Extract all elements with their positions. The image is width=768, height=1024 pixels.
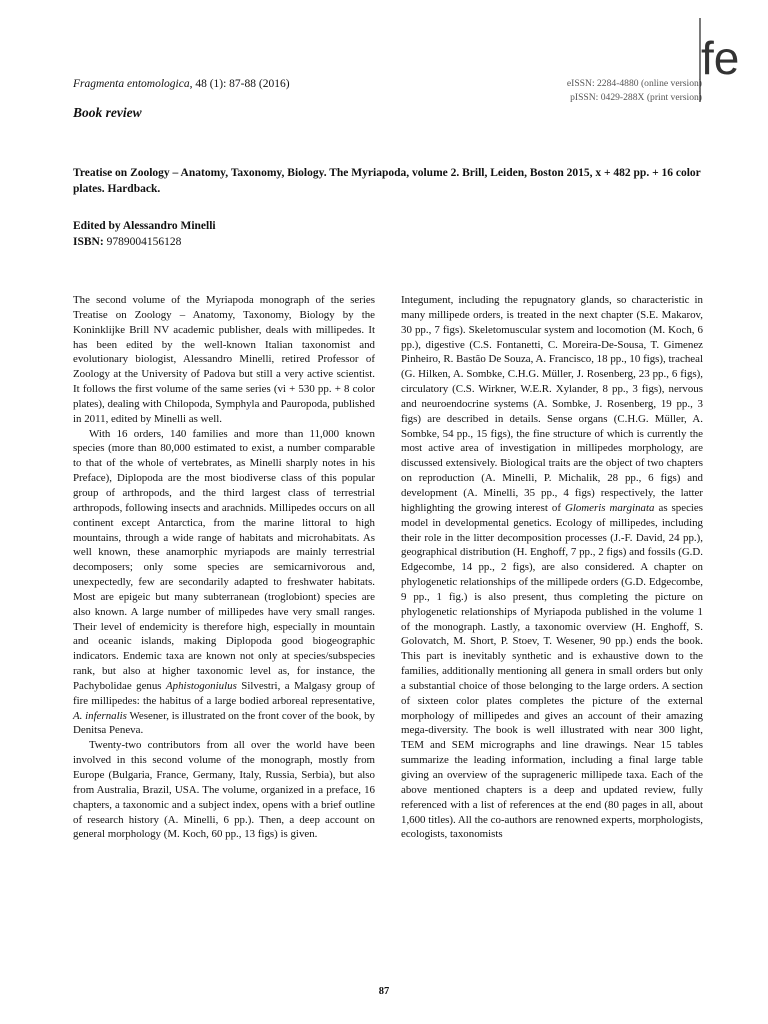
isbn-label: ISBN: (73, 236, 104, 248)
genus-name: Aphistogoniulus (166, 679, 237, 692)
paragraph-chapters (401, 293, 703, 842)
journal-citation (73, 78, 290, 90)
book-title: Treatise on Zoology – Anatomy, Taxonomy, Biology. The Myriapoda, volume 2. Brill, Leiden, Boston 2015, x + 482 pp. + 16 color plates. Hardback. (73, 167, 701, 195)
model-species-name: Glomeris marginata (564, 501, 655, 514)
paragraph-contributors: Twenty-two contributors from all over the world have been involved in this second volume of the monograph, mostly from Europe (Bulgaria, France, Germany, Italy, Russia, Serbia), but also from Australia, Brazil, USA. The volume, organized in a preface, 16 chapters, a taxonomic and a subject index, opens with a brief outline of research history (A. Minelli, 6 pp.). Then, a deep account on general morphology (M. Koch, 60 pp., 13 figs) is given. (73, 739, 375, 841)
paragraph-diversity-text-b: Silvestri, a Malgasy group of fire millipedes: the habitus of a large bodied arboreal representative, (73, 679, 375, 707)
paragraph-diversity (73, 427, 375, 739)
section-title: Book review (73, 105, 142, 120)
fe-journal-logo-icon (698, 18, 748, 102)
book-editor: Edited by Alessandro Minelli (73, 220, 216, 232)
paragraph-intro: The second volume of the Myriapoda monograph of the series Treatise on Zoology – Anatomy, Taxonomy, Biology by the Koninklijke Brill NV academic publisher, deals with millipedes. It has been edited by the well-known Italian taxonomist and evolutionary biologist, Alessandro Minelli, retired Professor of Zoology at the University of Padova but still a very active scientist. It follows the first volume of the same series (vi + 530 pp. + 8 color plates), dealing with Chilopoda, Symphyla and Pauropoda, published in 2011, edited by Minelli as well. (73, 294, 375, 425)
book-isbn (73, 234, 181, 250)
species-name: A. infernalis (73, 709, 127, 722)
eissn: eISSN: 2284-4880 (online version) (566, 78, 702, 89)
issn-block (567, 77, 702, 105)
body-column-left (73, 293, 375, 842)
paragraph-diversity-text-c: Wesener, is illustrated on the front cover of the book, by Denitsa Peneva. (73, 709, 375, 737)
paragraph-chapters-text-a: Integument, including the repugnatory glands, so characteristic in many millipede orders, is treated in the next chapter (S.E. Makarov, 30 pp., 7 figs). Skeletomuscular system and locomotion (M. Koch, 6 pp.), digestive (C.S. Fontanetti, C. Moreira-De-Sousa, T. Gimenez Pinheiro, R. Bastão De Souza, A. Francisco, 18 pp., 10 figs), tracheal (G. Hilken, A. Sombke, C.H.G. Müller, J. Rosenberg, 23 pp., 6 figs), circulatory (C.S. Wirkner, W.E.R. Xylander, 8 pp., 3 figs), nervous and neuroendocrine systems (A. Sombke, J. Rosenberg, 19 pp., 3 figs) are described in details. Sense organs (C.H.G. Müller, A. Sombke, 54 pp., 15 figs), the fine structure of which is currently the most active area of investigation in millipedes morphology, are discussed extensively. Biological traits are the object of two chapters on reproduction (A. Minelli, P. Michalik, 28 pp., 6 figs) and development (A. Minelli, 35 pp., 4 figs) respectively, the latter highlighting the growing interest of (401, 294, 703, 514)
journal-name: Fragmenta entomologica (73, 78, 190, 90)
paragraph-diversity-text-a: With 16 orders, 140 families and more than 11,000 known species (more than 80,000 estimated to exist, a number comparable to that of the whole of vertebrates, as Minelli sharply notes in his Preface), Diplopoda are the most biodiverse class of this popular group of arthropods, and the third largest class of terrestrial arthropods, following insects and arachnids. Millipedes occurs on all continent except Antarctica, from the marine littoral to high mountains, through a wide range of habitats and microhabitats. As well known, these anamorphic myriapods are mainly terrestrial decomposers; only some species are semicarnivorous and, unexpectedly, few are secondarily adapted to freshwater habitats. Most are epigeic but many subterranean (troglobiont) species are also known. A large number of millipedes have very small ranges. Their level of endemicity is therefore high, especially in mountain and oceanic islands, making Diplopoda good biogeographic indicators. Endemic taxa are known not only at species/subspecies rank, but also at higher taxonomic level as, for instance, the Pachybolidae genus (73, 427, 375, 692)
fe-logo-graphic (698, 18, 748, 102)
journal-volume-pages: , 48 (1): 87-88 (2016) (189, 78, 290, 90)
isbn-value: 9789004156128 (103, 236, 182, 248)
paragraph-chapters-text-b: as species model in developmental genetics. Ecology of millipedes, including their role in the litter decomposition processes (J.-F. David, 24 pp.), geographical distribution (H. Enghoff, 7 pp., 2 figs) and fossils (G.D. Edgecombe, 14 pp., 2 figs), are also considered. A chapter on phylogenetic relationships of the millipede orders (G.D. Edgecombe, 9 pp., 1 fig.) is also present, thus completing the picture on phylogenetic relationships of Myriapoda published in the volume 1 of the monograph. Lastly, a taxonomic overview (H. Enghoff, S. Golovatch, M. Short, P. Stoev, T. Wesener, 90 pp.) ends the book. This part is inevitably synthetic and is exhaustive down to the families, additionally mentioning all genera in small orders but only a substantial choice of those belonging to the large orders. A section of sixteen color plates completes the picture of the external morphology of millipedes and gives an account of their amazing mega-diversity. The book is well illustrated with near 300 light, TEM and SEM micrographs and line drawings. Near 15 tables summarize the leading information, including a final large table giving an overview of the suprageneric millipede taxa. Each of the above mentioned chapters is a deep and updated review, fully referenced with a list of references at the end (80 pages in all, about 1,600 titles). All the co-authors are renowned experts, morphologists, ecologists, taxonomists (401, 501, 703, 841)
pissn: pISSN: 0429-288X (print version) (570, 92, 702, 103)
logo-text: fe (701, 32, 740, 84)
body-column-right (401, 293, 703, 842)
page-number: 87 (378, 986, 390, 997)
